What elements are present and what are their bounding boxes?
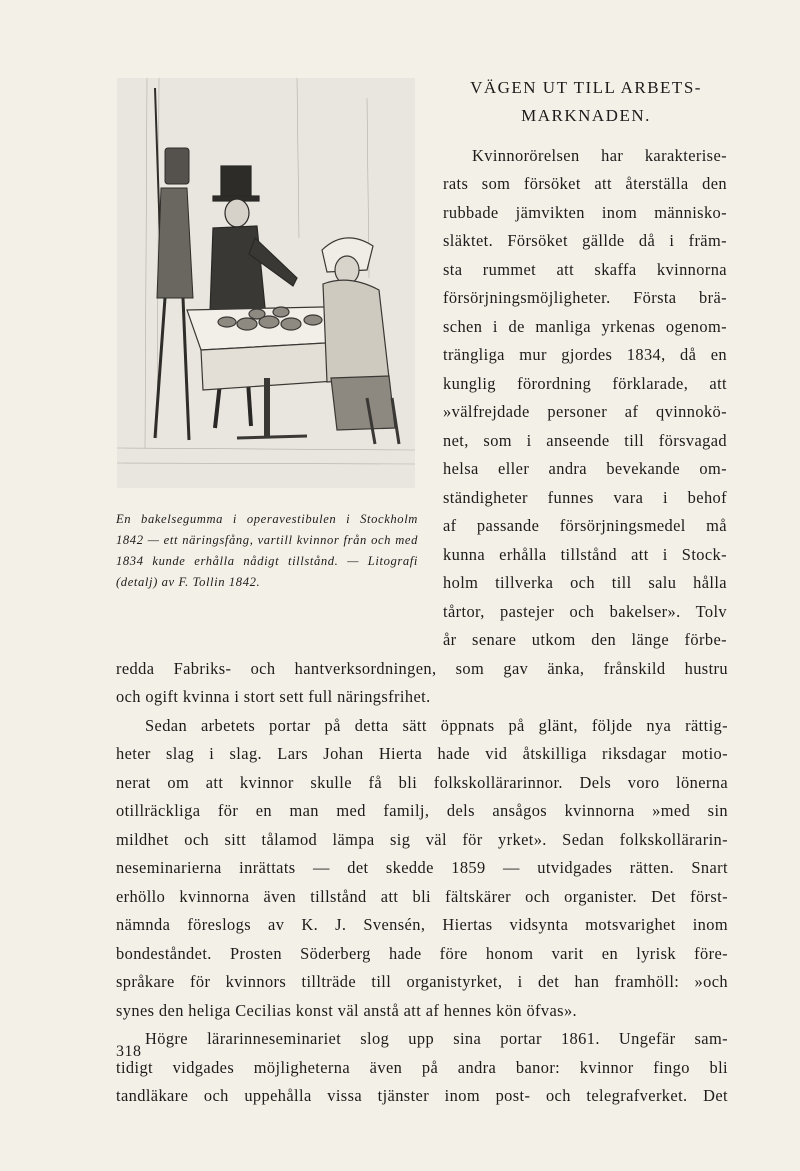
column-line: rubbade jämvikten inom människo- — [443, 203, 727, 222]
lithograph-illustration — [117, 78, 415, 488]
body-line: mildhet och sitt tålamod lämpa sig väl för yrket». Sedan folkskollärarin- — [116, 830, 728, 849]
lithograph-illustration-icon — [117, 78, 415, 488]
section-heading — [444, 74, 728, 130]
body-line: och ogift kvinna i stort sett full näringsfrihet. — [116, 687, 431, 706]
section-heading-line-1: VÄGEN UT TILL ARBETS- — [470, 78, 702, 97]
column-line: år senare utkom den länge förbe- — [443, 630, 727, 649]
body-line: synes den heliga Cecilias konst väl anstå att af hennes kön öfvas». — [116, 1001, 578, 1020]
column-line: net, som i anseende till försvagad — [443, 431, 727, 450]
body-line: nerat om att kvinnor skulle få bli folkskollärarinnor. Dels voro lönerna — [116, 773, 728, 792]
column-line: holm tillverka och till salu hålla — [443, 573, 727, 592]
column-line: trängliga mur gjordes 1834, då en — [443, 345, 727, 364]
column-line: försörjningsmöjligheter. Första brä- — [443, 288, 727, 307]
body-line: tandläkare och uppehålla vissa tjänster inom post- och telegrafverket. Det — [116, 1086, 728, 1105]
body-line: nämnda föreslogs av K. J. Svensén, Hiertas vidsynta motsvarighet inom — [116, 915, 728, 934]
body-line: otillräckliga för en man med familj, dels ansågos kvinnorna »med sin — [116, 801, 728, 820]
column-line: sta rummet att skaffa kvinnorna — [443, 260, 727, 279]
body-line: tidigt vidgades möjligheterna även på andra banor: kvinnor fingo bli — [116, 1058, 728, 1077]
body-line: bondeståndet. Prosten Söderberg hade före honom varit en lyrisk före- — [116, 944, 728, 963]
column-line: kunna erhålla tillstånd att i Stock- — [443, 545, 727, 564]
page-number: 318 — [116, 1043, 142, 1060]
column-line: tårtor, pastejer och bakelser». Tolv — [443, 602, 727, 621]
column-line: rats som försöket att återställa den — [443, 174, 727, 193]
body-line: erhöllo kvinnorna även tillstånd att bli fältskärer och organister. Det först- — [116, 887, 728, 906]
body-line: språkare för kvinnors tillträde till organistyrket, i det han framhöll: »och — [116, 972, 728, 991]
column-line: ständigheter funnes vara i behof — [443, 488, 727, 507]
column-line: »välfrejdade personer af qvinnokö- — [443, 402, 727, 421]
body-line: Sedan arbetets portar på detta sätt öppnats på glänt, följde nya rättig- — [145, 716, 728, 735]
body-line: redda Fabriks- och hantverksordningen, som gav änka, frånskild hustru — [116, 659, 728, 678]
column-line: af passande försörjningsmedel må — [443, 516, 727, 535]
body-line: heter slag i slag. Lars Johan Hierta hade vid åtskilliga riksdagar motio- — [116, 744, 728, 763]
column-line: schen i de manliga yrkenas ogenom- — [443, 317, 727, 336]
section-heading-line-2: MARKNADEN. — [521, 106, 651, 125]
body-line: Högre lärarinneseminariet slog upp sina portar 1861. Ungefär sam- — [145, 1029, 728, 1048]
column-line: kunglig förordning förklarade, att — [443, 374, 727, 393]
body-line: neseminarierna inrättats — det skedde 1859 — utvidgades rätten. Snart — [116, 858, 728, 877]
column-line: släktet. Försöket gällde då i främ- — [443, 231, 727, 250]
column-line: helsa eller andra bevekande om- — [443, 459, 727, 478]
illustration-caption: En bakelsegumma i operavestibulen i Stockholm 1842 — ett näringsfång, vartill kvinnor från och med 1834 kunde erhålla nådigt tillstånd. — Litografi (detalj) av F. Tollin 1842. — [116, 512, 418, 589]
column-line: Kvinnorörelsen har karakterise- — [472, 146, 727, 165]
